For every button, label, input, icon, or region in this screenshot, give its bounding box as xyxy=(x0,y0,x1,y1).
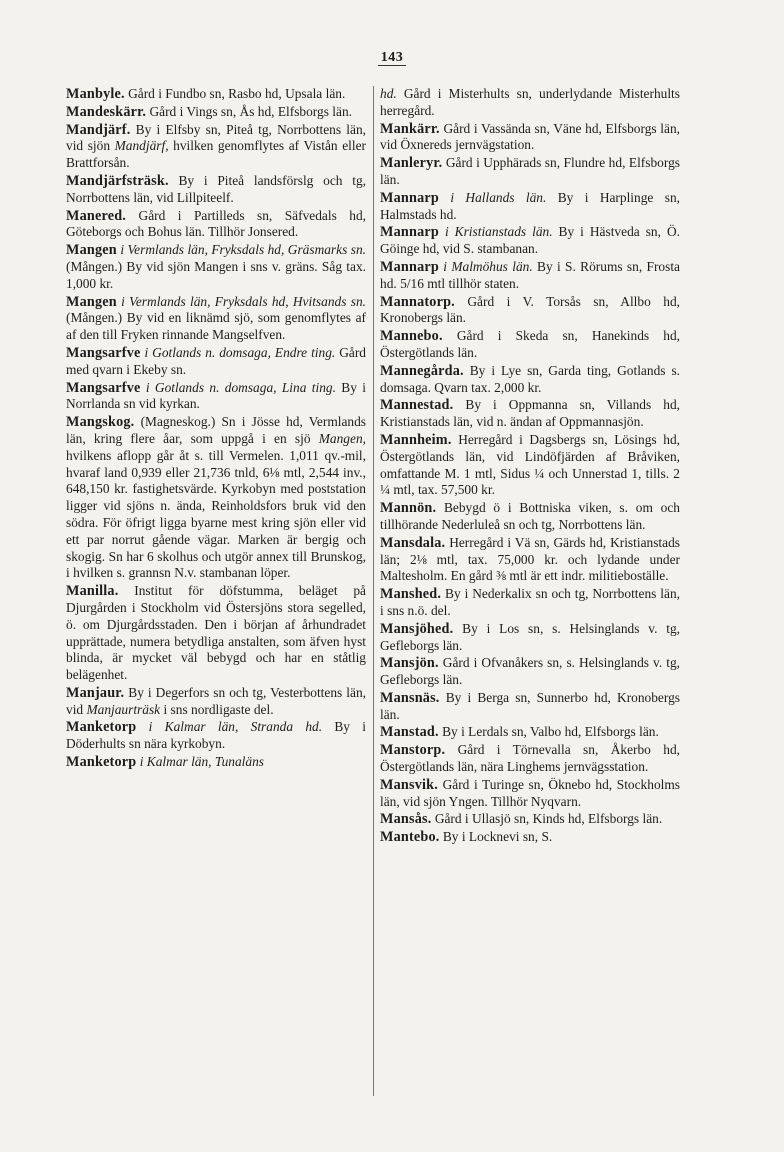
entry-headword: Mannarp xyxy=(380,258,439,275)
dictionary-entry xyxy=(66,345,366,379)
entry-italic: i Kristianstads län. xyxy=(444,224,553,240)
entry-headword: Mangen xyxy=(66,293,117,310)
entry-text: By i Harplinge sn, Halmstads hd. xyxy=(380,189,680,222)
dictionary-entry xyxy=(380,742,680,776)
entry-headword: Mangsarfve xyxy=(66,344,141,361)
left-column xyxy=(66,86,366,772)
entry-italic: Mangen, xyxy=(318,430,366,446)
entry-headword: Mannegårda. xyxy=(380,362,464,379)
entry-text: Gård i Misterhults sn, underlydande Misterhults herregård. xyxy=(380,86,680,118)
entry-headword: Mansjön. xyxy=(380,655,439,672)
entry-text: By i Berga sn, Sunnerbo hd, Kronobergs län. xyxy=(380,689,680,722)
page-number-text: 143 xyxy=(378,50,407,66)
dictionary-entry xyxy=(66,208,366,242)
entry-headword: Mankärr. xyxy=(380,120,440,137)
entry-italic: i Gotlands n. domsaga, Endre ting. xyxy=(144,344,336,360)
entry-text: By i Nederkalix sn och tg, Norrbottens län, i sns n.ö. del. xyxy=(380,586,680,618)
dictionary-entry xyxy=(66,122,366,172)
entry-text: By i Oppmanna sn, Villands hd, Kristianstads län, vid n. ändan af Oppmannasjön. xyxy=(380,397,680,430)
entry-text: By i Hästveda sn, Ö. Göinge hd, vid S. stambanan. xyxy=(380,224,680,257)
dictionary-entry xyxy=(380,86,680,120)
entry-headword: Manstad. xyxy=(380,724,439,741)
entry-text: Gård i Fundbo sn, Rasbo hd, Upsala län. xyxy=(124,86,346,101)
dictionary-entry xyxy=(66,173,366,207)
entry-headword: Mangskog. xyxy=(66,414,135,431)
dictionary-entry xyxy=(66,242,366,292)
entry-text: By i Elfsby sn, Piteå tg, Norrbottens län, vid sjön xyxy=(66,121,366,154)
entry-text: hvilkens aflopp går åt s. till Vermelen. 1,011 qv.-mil, hvaraf land 0,939 eller 21,736 tnld, 6⅛ mtl, 2,544 inv., 648,150 kr. fastighetsvärde. Kyrkobyn med poststation ligger vid sjöns n. ända, Reinholdsfors bruk vid den södra. För öfrigt ligga byarne mest kring sjön eller vid ett par norrut gående vägar. Marken är bergig och skogig. Sn har 6 skolhus och utgör annex till Brunskog, i hvilken s. grannsn N.v. stambanan löper. xyxy=(66,447,366,581)
entry-italic: Manjaurträsk xyxy=(86,701,161,717)
dictionary-entry xyxy=(380,690,680,724)
entry-text: Bebygd ö i Bottniska viken, s. om och tillhörande Nederluleå sn och tg, Norrbottens län. xyxy=(380,500,680,532)
entry-headword: Mantebo. xyxy=(380,829,440,846)
entry-headword: Manshed. xyxy=(380,586,442,603)
entry-text: Herregård i Dagsbergs sn, Lösings hd, Östergötlands län, vid Lindöfjärden af Bråviken, omfattande M. 1 mtl, Sidus ¼ och Unnerstad 1, tills. 2 ¼ mtl, tax. 57,500 kr. xyxy=(380,431,680,498)
dictionary-entry xyxy=(380,397,680,431)
entry-headword: Mansvik. xyxy=(380,776,438,793)
entry-italic: i Vermlands län, Fryksdals hd, Gräsmarks sn. xyxy=(120,242,366,258)
entry-headword: Mannarp xyxy=(380,189,439,206)
dictionary-entry xyxy=(380,259,680,293)
entry-headword: Manjaur. xyxy=(66,684,125,701)
entry-headword: Mandjärf. xyxy=(66,121,131,138)
dictionary-entry xyxy=(380,586,680,620)
dictionary-entry xyxy=(66,685,366,719)
entry-headword: Mangsarfve xyxy=(66,379,141,396)
entry-headword: Manketorp xyxy=(66,754,137,771)
dictionary-entry xyxy=(380,363,680,397)
entry-headword: Manbyle. xyxy=(66,86,125,102)
entry-text: By i Piteå landsförslg och tg, Norrbottens län, vid Lillpiteelf. xyxy=(66,172,366,205)
entry-text: By i S. Rörums sn, Frosta hd. 5/16 mtl tillhör staten. xyxy=(380,258,680,291)
dictionary-entry xyxy=(380,121,680,155)
entry-text: Gård i V. Torsås sn, Allbo hd, Kronobergs län. xyxy=(380,293,680,326)
dictionary-entry xyxy=(66,86,366,103)
entry-text: Gård i Vassända sn, Väne hd, Elfsborgs län, vid Öxnereds jernvägstation. xyxy=(380,120,680,153)
entry-text: Institut för döfstumma, beläget på Djurgården i Stockholm vid Östersjöns stora segelled, ö. om Djurgårdsstaden. Den i början af århundradet upprättade, numera betydliga anstalten, som äfven hyst blinda, är mycket väl bebygd och har en ståtlig belägenhet. xyxy=(66,583,366,683)
entry-headword: Mandeskärr. xyxy=(66,103,147,120)
dictionary-entry xyxy=(380,224,680,258)
entry-text: By i Döderhults sn nära kyrkobyn. xyxy=(66,719,367,752)
entry-text: Gård i Upphärads sn, Flundre hd, Elfsborgs län. xyxy=(380,155,680,187)
entry-headword: Mannestad. xyxy=(380,397,454,414)
entry-italic: i Vermlands län, Fryksdals hd, Hvitsands sn. xyxy=(121,293,366,309)
entry-headword: Mansnäs. xyxy=(380,689,440,706)
dictionary-entry xyxy=(66,414,366,582)
entry-text: (Magneskog.) Sn i Jösse hd, Vermlands län, kring flere åar, som uppgå i en sjö xyxy=(66,414,366,446)
entry-text: By i Lerdals sn, Valbo hd, Elfsborgs län. xyxy=(438,724,659,740)
entry-headword: Manered. xyxy=(66,207,127,224)
entry-headword: Mangen xyxy=(66,242,117,259)
dictionary-entry xyxy=(380,500,680,534)
entry-text: By i Los sn, s. Helsinglands v. tg, Gefleborgs län. xyxy=(380,620,680,653)
entry-headword: Mansås. xyxy=(380,811,432,828)
entry-text xyxy=(136,719,148,734)
entry-italic: i Kalmar län, Tunaläns xyxy=(139,754,264,770)
entry-text: Gård i Partilleds sn, Säfvedals hd, Göteborgs och Bohus län. Tillhör Jonsered. xyxy=(66,207,366,240)
entry-text: hvilken genomflytes af Vistån eller Brattforsån. xyxy=(66,138,366,171)
entry-headword: Mannarp xyxy=(380,224,439,241)
entry-headword: Mannatorp. xyxy=(380,293,455,310)
dictionary-entry xyxy=(66,583,366,684)
entry-text xyxy=(439,190,450,205)
entry-headword: Mandjärfsträsk. xyxy=(66,172,169,189)
entry-text: By i Locknevi sn, S. xyxy=(439,829,553,845)
entry-text: Gård i Ullasjö sn, Kinds hd, Elfsborgs län. xyxy=(431,811,663,827)
entry-italic: i Gotlands n. domsaga, Lina ting. xyxy=(145,379,336,395)
entry-text: By i Degerfors sn och tg, Vesterbottens län, vid xyxy=(66,684,366,717)
entry-italic: i Kalmar län, Stranda hd. xyxy=(148,719,323,735)
dictionary-entry xyxy=(380,724,680,741)
entry-headword: Manilla. xyxy=(66,583,119,600)
dictionary-entry xyxy=(380,155,680,189)
entry-text: Gård i Skeda sn, Hanekinds hd, Östergötlands län. xyxy=(380,328,680,360)
right-column xyxy=(373,86,680,1096)
entry-headword: Mannebo. xyxy=(380,328,443,345)
entry-text: Gård i Ofvanåkers sn, s. Helsinglands v. tg, Gefleborgs län. xyxy=(380,655,680,688)
dictionary-entry xyxy=(380,777,680,811)
entry-text: By i Lye sn, Garda ting, Gotlands s. domsaga. Qvarn tax. 2,000 kr. xyxy=(380,362,680,395)
entry-text: (Mången.) By vid en liknämd sjö, som genomflytes af af den till Fryken rinnande Mangselfven. xyxy=(66,310,366,343)
entry-text: Gård i Törnevalla sn, Åkerbo hd, Östergötlands län, nära Linghems jernvägsstation. xyxy=(380,742,680,775)
entry-italic: Mandjärf, xyxy=(114,138,169,154)
entry-text: (Mången.) By vid sjön Mangen i sns v. gräns. Såg tax. 1,000 kr. xyxy=(66,258,366,291)
dictionary-entry xyxy=(380,811,680,828)
dictionary-entry xyxy=(66,104,366,121)
dictionary-entry xyxy=(66,754,366,771)
entry-italic: i Malmöhus län. xyxy=(443,258,533,274)
entry-headword: Mansdala. xyxy=(380,534,446,551)
dictionary-entry xyxy=(66,719,366,753)
page-number xyxy=(0,50,784,66)
dictionary-entry xyxy=(380,190,680,224)
entry-text: Gård i Turinge sn, Öknebo hd, Stockholms län, vid sjön Yngen. Tillhör Nyqvarn. xyxy=(380,776,680,809)
dictionary-entry xyxy=(380,328,680,362)
entry-headword: Mannön. xyxy=(380,500,437,517)
entry-headword: Manleryr. xyxy=(380,155,443,172)
entry-text: By i Norrlanda sn vid kyrkan. xyxy=(66,379,366,412)
dictionary-entry xyxy=(66,294,366,344)
dictionary-entry xyxy=(380,655,680,689)
dictionary-entry xyxy=(380,432,680,499)
entry-headword: Manstorp. xyxy=(380,742,446,759)
entry-headword: Mannheim. xyxy=(380,431,452,448)
entry-italic: i Hallands län. xyxy=(450,189,547,205)
entry-text: Herregård i Vä sn, Gärds hd, Kristianstads län; 2⅛ mtl, tax. 75,000 kr. och lydande under Maltesholm. En gård ⅜ mtl är ett indr. militieboställe. xyxy=(380,534,680,584)
entry-headword: Manketorp xyxy=(66,719,137,736)
dictionary-entry xyxy=(380,829,680,846)
entry-text: i sns nordligaste del. xyxy=(160,701,274,717)
entry-headword: Mansjöhed. xyxy=(380,620,454,637)
entry-text: Gård med qvarn i Ekeby sn. xyxy=(66,344,366,377)
dictionary-entry xyxy=(66,380,366,414)
entry-text: Gård i Vings sn, Ås hd, Elfsborgs län. xyxy=(146,103,352,119)
dictionary-entry xyxy=(380,535,680,585)
dictionary-entry xyxy=(380,621,680,655)
dictionary-entry xyxy=(380,294,680,328)
entry-italic: hd. xyxy=(380,86,397,101)
